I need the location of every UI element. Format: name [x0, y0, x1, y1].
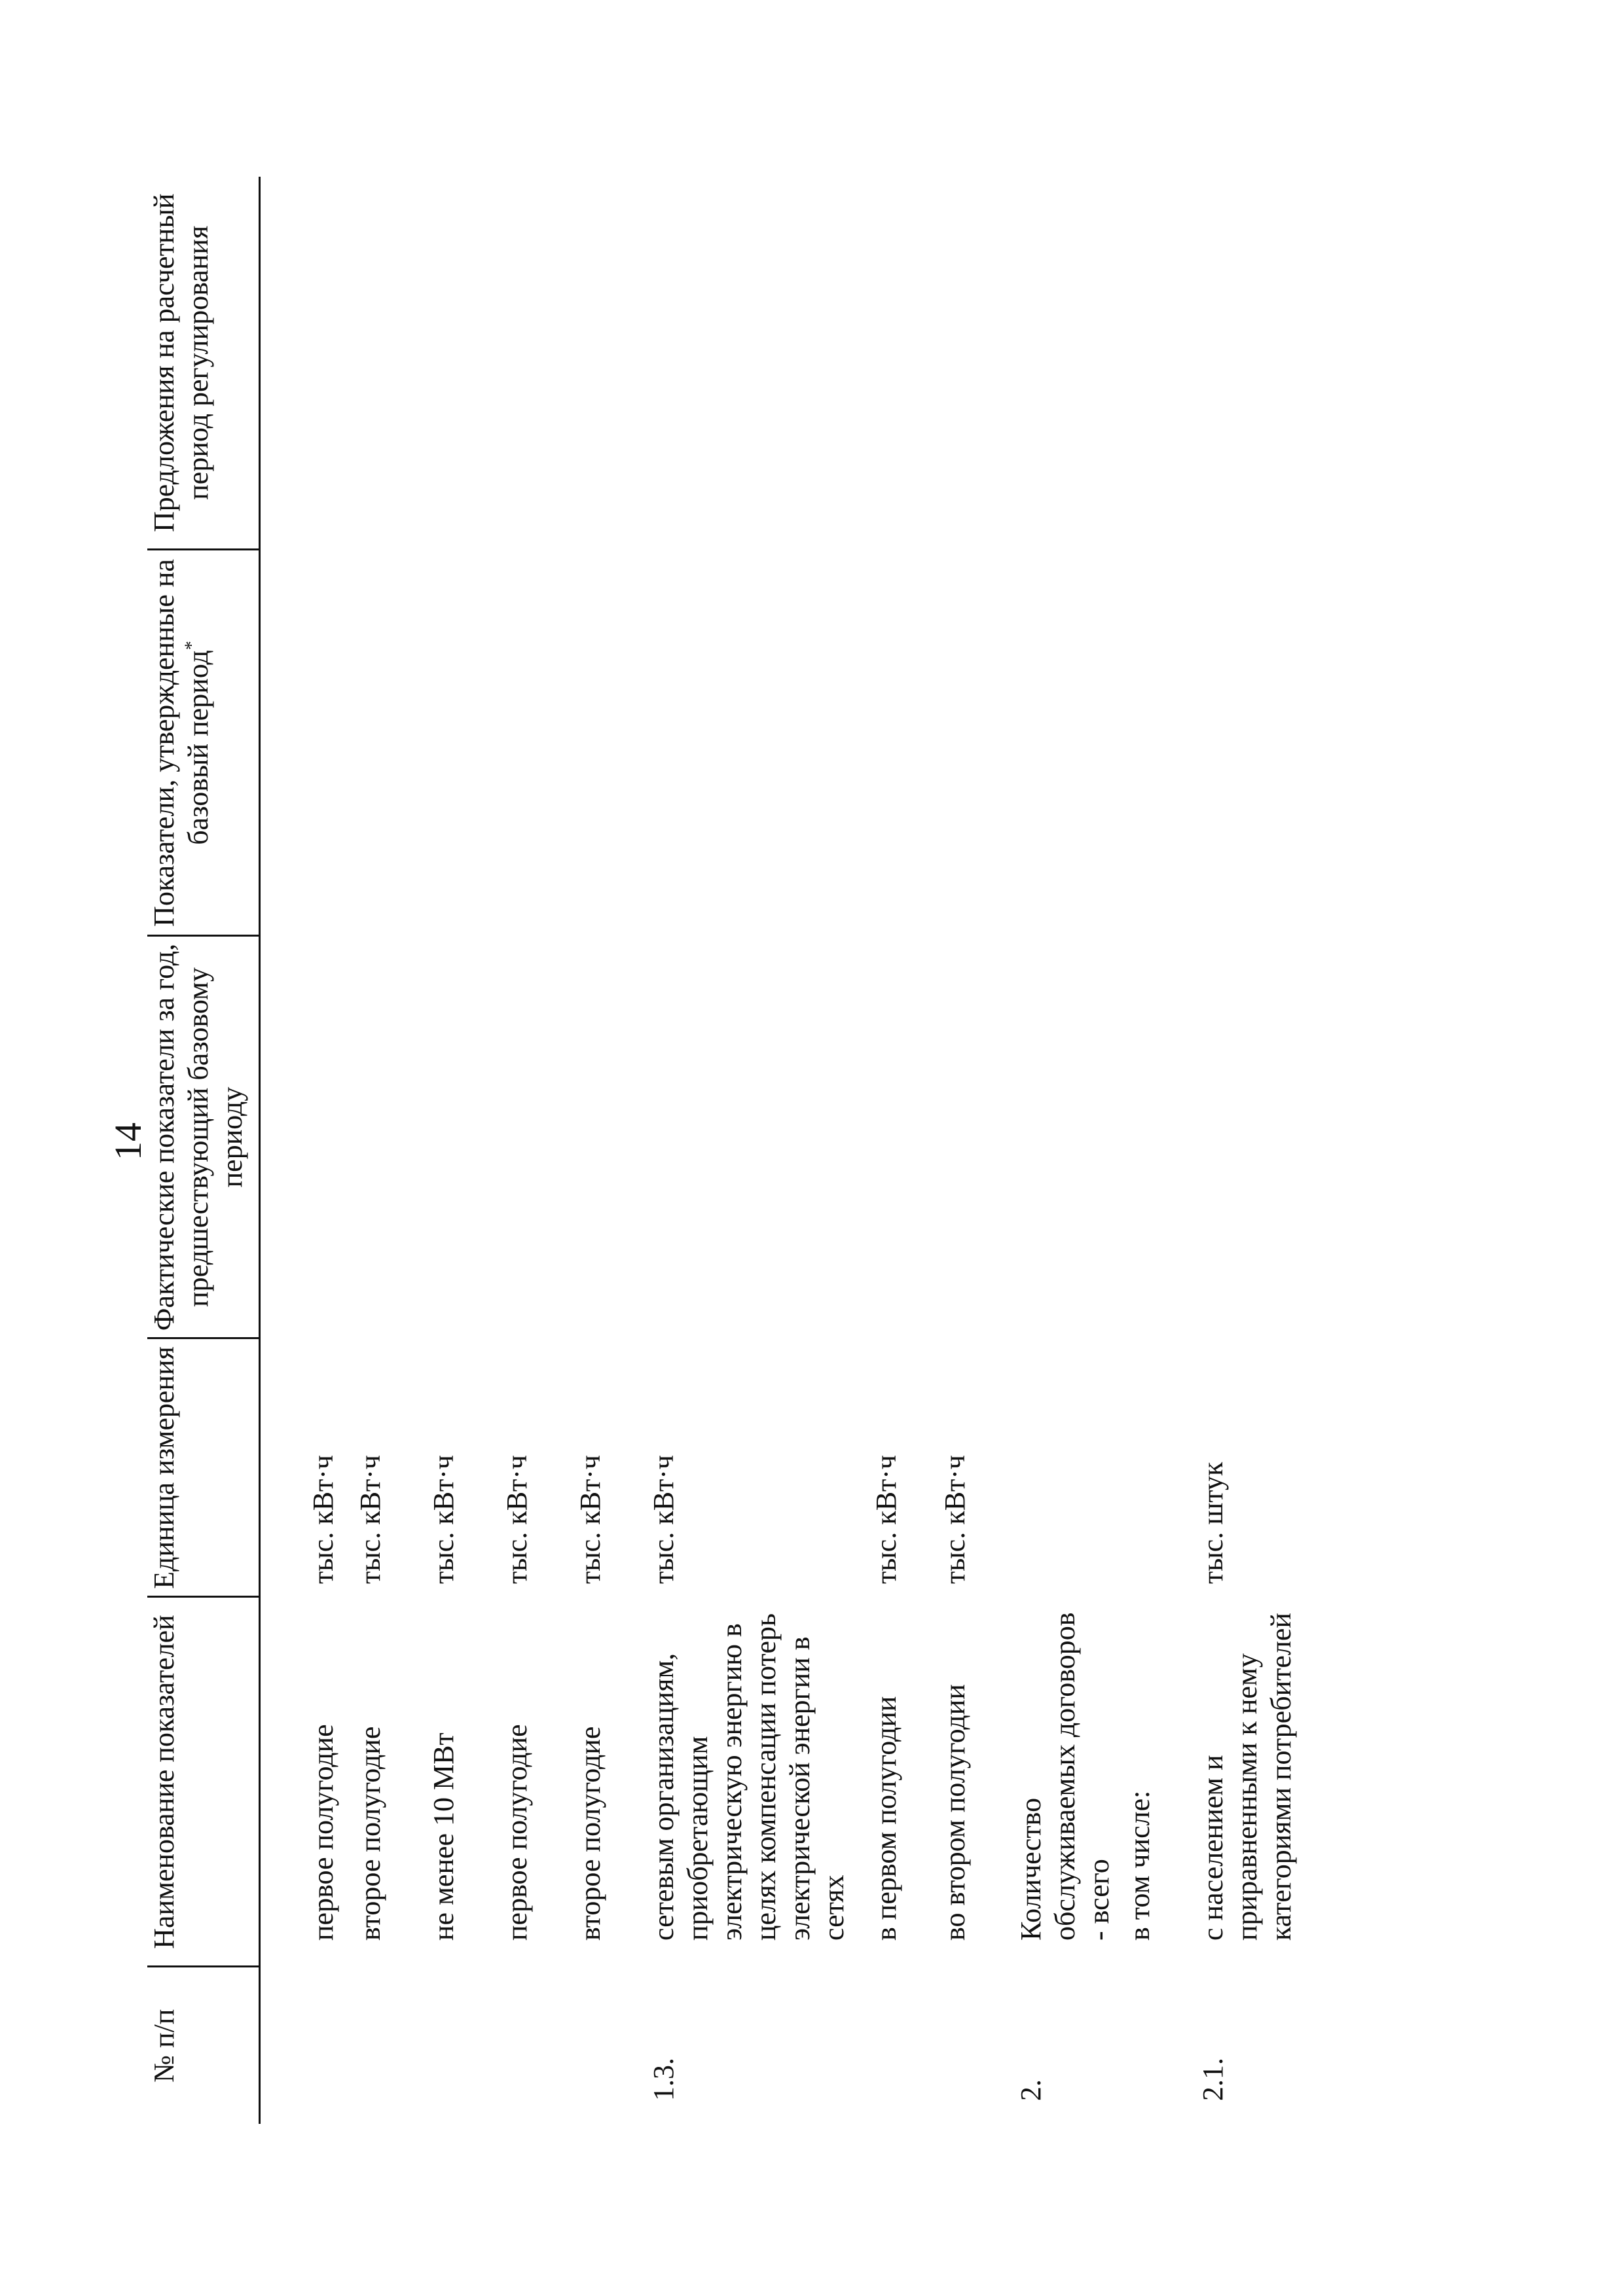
header-approved: [147, 550, 260, 936]
row-approved: [260, 550, 354, 936]
page-number: 14: [107, 1122, 149, 1160]
table-row: [647, 177, 869, 2124]
row-unit: тыс. кВт·ч: [939, 1454, 971, 1584]
row-num: [869, 1967, 938, 2124]
row-proposed: [427, 177, 500, 550]
row-fact: [354, 936, 427, 1338]
row-approved: [427, 550, 500, 936]
row-fact: [938, 936, 1014, 1338]
table-header-row: [147, 177, 260, 2124]
row-proposed: [354, 177, 427, 550]
row-name: с населением и приравненными к нему категориями потребителей: [1197, 1613, 1297, 1941]
row-unit: тыс. кВт·ч: [574, 1454, 606, 1584]
row-proposed: [869, 177, 938, 550]
row-approved: [647, 550, 869, 936]
row-approved: [1123, 550, 1196, 936]
row-unit: тыс. кВт·ч: [307, 1454, 339, 1584]
row-num: [500, 1967, 574, 2124]
row-name: не менее 10 МВт: [428, 1732, 460, 1941]
row-proposed: [938, 177, 1014, 550]
row-proposed: [500, 177, 574, 550]
table-row: [260, 177, 354, 2124]
row-unit: тыс. кВт·ч: [501, 1454, 533, 1584]
row-num: 2.1.: [1197, 2058, 1229, 2101]
row-name: в первом полугодии: [870, 1696, 902, 1941]
row-num: 1.3.: [647, 2058, 680, 2101]
header-approved-text: Показатели, утвержденные на базовый период: [148, 559, 214, 927]
table-row: [354, 177, 427, 2124]
row-num: [260, 1967, 354, 2124]
row-name: второе полугодие: [354, 1726, 386, 1941]
row-proposed: [260, 177, 354, 550]
row-num: 2.: [1015, 2079, 1047, 2101]
header-proposed: Предложения на расчетный период регулирования: [147, 177, 260, 550]
row-fact: [427, 936, 500, 1338]
header-approved-footnote-mark: *: [181, 641, 202, 651]
row-unit: тыс. кВт·ч: [354, 1454, 386, 1584]
row-fact: [260, 936, 354, 1338]
row-proposed: [647, 177, 869, 550]
table-row: [1196, 177, 1307, 2124]
row-unit: тыс. кВт·ч: [870, 1454, 902, 1584]
row-approved: [500, 550, 574, 936]
row-num: [427, 1967, 500, 2124]
row-approved: [1014, 550, 1123, 936]
table-row: [869, 177, 938, 2124]
table-row: [938, 177, 1014, 2124]
header-num: № п/п: [147, 1967, 260, 2124]
row-unit: [1014, 1338, 1123, 1597]
indicators-table: [147, 177, 1307, 2124]
header-fact: Фактические показатели за год, предшествующий базовому периоду: [147, 936, 260, 1338]
row-name: в том числе:: [1123, 1790, 1156, 1941]
row-num: [938, 1967, 1014, 2124]
row-name: [647, 1597, 869, 1967]
row-fact: [500, 936, 574, 1338]
row-proposed: [1196, 177, 1307, 550]
table-row: [427, 177, 500, 2124]
row-num: [354, 1967, 427, 2124]
row-approved: [1196, 550, 1307, 936]
row-fact: [647, 936, 869, 1338]
table-row: [574, 177, 647, 2124]
row-unit: тыс. кВт·ч: [428, 1454, 460, 1584]
row-unit: [1123, 1338, 1196, 1597]
row-fact: [1123, 936, 1196, 1338]
row-fact: [1014, 936, 1123, 1338]
row-approved: [574, 550, 647, 936]
row-num: [1123, 1967, 1196, 2124]
row-proposed: [1123, 177, 1196, 550]
row-approved: [869, 550, 938, 936]
row-name: первое полугодие: [307, 1724, 339, 1941]
row-approved: [938, 550, 1014, 936]
row-fact: [574, 936, 647, 1338]
row-proposed: [574, 177, 647, 550]
rotated-table-page: [147, 0, 1623, 2124]
table-row: [500, 177, 574, 2124]
row-approved: [354, 550, 427, 936]
table-row: [1014, 177, 1123, 2124]
row-name: во втором полугодии: [939, 1684, 971, 1941]
row-proposed: [1014, 177, 1123, 550]
row-fact: [1196, 936, 1307, 1338]
table-row: [1123, 177, 1196, 2124]
row-name: первое полугодие: [501, 1724, 533, 1941]
row-name: Количество обслуживаемых договоров - всего: [1015, 1612, 1115, 1941]
row-unit: тыс. штук: [1197, 1462, 1229, 1584]
row-name: второе полугодие: [574, 1726, 606, 1941]
header-unit: Единица измерения: [147, 1338, 260, 1597]
row-name-text: сетевым организациям, приобретающим электрическую энергию в целях компенсации потерь электрической энергии в сетях: [647, 1613, 850, 1941]
row-unit: тыс. кВт·ч: [647, 1454, 680, 1584]
row-num: [574, 1967, 647, 2124]
row-fact: [869, 936, 938, 1338]
header-name: Наименование показателей: [147, 1597, 260, 1967]
